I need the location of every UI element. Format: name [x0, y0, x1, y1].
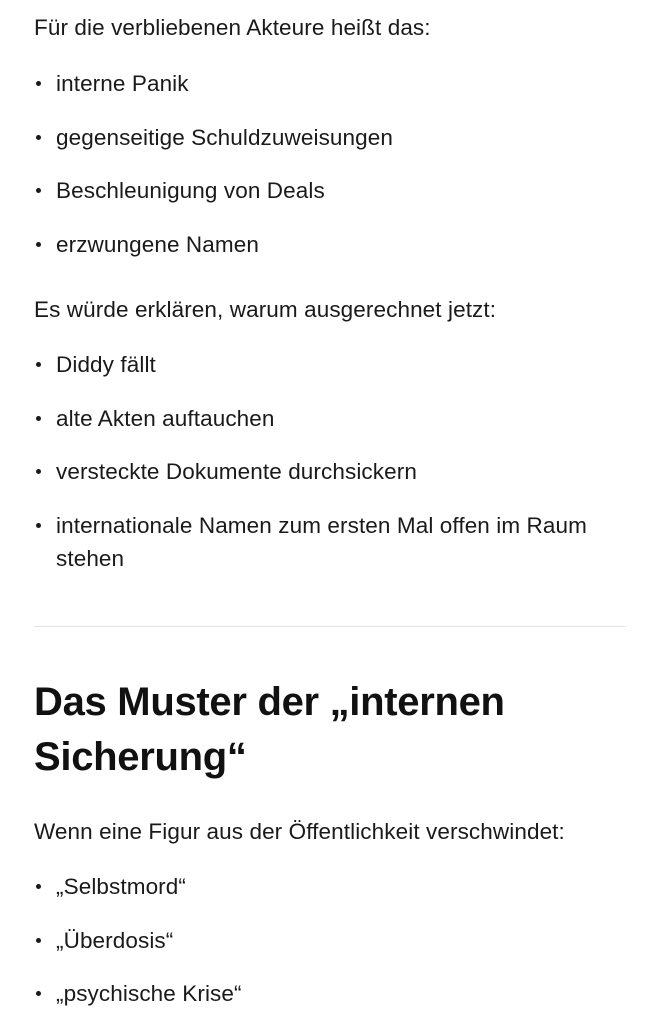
bullet-list-events	[0, 348, 659, 595]
list-item: internationale Namen zum ersten Mal offen im Raum stehen	[0, 509, 659, 575]
list-item: „Überdosis“	[0, 924, 659, 957]
list-item: versteckte Dokumente durchsickern	[0, 455, 659, 488]
list-item: interne Panik	[0, 67, 659, 100]
section-heading: Das Muster der „internen Sicherung“	[34, 680, 505, 779]
section-divider	[34, 626, 626, 627]
list-item: Beschleunigung von Deals	[0, 174, 659, 207]
paragraph-intro-actors: Für die verbliebenen Akteure heißt das:	[34, 15, 431, 40]
paragraph-intro-disappearance: Wenn eine Figur aus der Öffentlichkeit verschwindet:	[34, 819, 565, 844]
bullet-list-consequences	[0, 67, 659, 281]
list-item: erzwungene Namen	[0, 228, 659, 261]
bullet-list-explanations	[0, 870, 659, 1031]
list-item: gegenseitige Schuldzuweisungen	[0, 121, 659, 154]
list-item: alte Akten auftauchen	[0, 402, 659, 435]
list-item: „psychische Krise“	[0, 977, 659, 1010]
list-item: Diddy fällt	[0, 348, 659, 381]
paragraph-intro-timing: Es würde erklären, warum ausgerechnet jetzt:	[34, 297, 497, 322]
list-item: „Selbstmord“	[0, 870, 659, 903]
